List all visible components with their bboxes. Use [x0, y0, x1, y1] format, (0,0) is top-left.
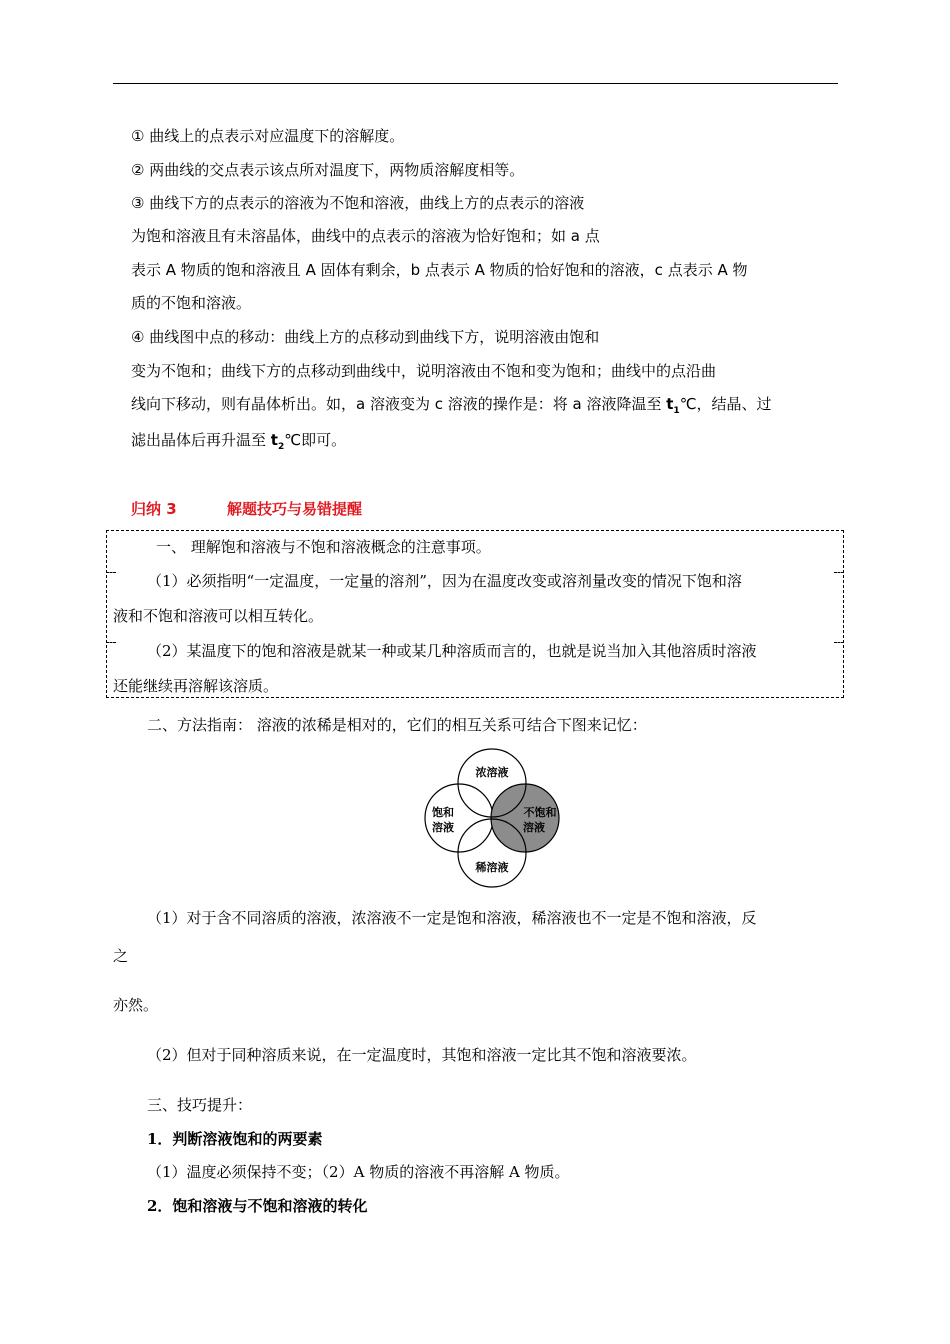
- paragraph-point-3-line-3: 表示 A 物质的饱和溶液且 A 固体有剩余，b 点表示 A 物质的恰好饱和的溶液，c 点表示 A 物: [131, 261, 748, 279]
- method-intro: 二、方法指南： 溶液的浓稀是相对的，它们的相互关系可结合下图来记忆：: [147, 716, 647, 734]
- paragraph-point-3-line-4: 质的不饱和溶液。: [131, 294, 252, 312]
- note-1-line-1: （1）对于含不同溶质的溶液，浓溶液不一定是饱和溶液，稀溶液也不一定是不饱和溶液，反: [147, 909, 757, 927]
- label-saturated-1: 饱和: [432, 806, 454, 819]
- label-dilute: 稀溶液: [475, 861, 509, 874]
- label-unsaturated-1: 不饱和: [523, 806, 557, 819]
- paragraph-point-4-line-2: 变为不饱和；曲线下方的点移动到曲线中，说明溶液由不饱和变为饱和；曲线中的点沿曲: [131, 362, 717, 380]
- paragraph-point-2: ② 两曲线的交点表示该点所对温度下，两物质溶解度相等。: [131, 161, 525, 179]
- paragraph-point-4-line-1: ④ 曲线图中点的移动：曲线上方的点移动到曲线下方，说明溶液由饱和: [131, 328, 600, 346]
- t-subscript: 1: [673, 406, 680, 416]
- note-2: （2）但对于同种溶质来说，在一定温度时，其饱和溶液一定比其不饱和溶液要浓。: [147, 1046, 697, 1064]
- box-divider: [834, 642, 844, 643]
- section-label: 归纳 3: [131, 500, 177, 518]
- box-item-1-line-1: （1）必须指明“一定温度，一定量的溶剂”，因为在温度改变或溶剂量改变的情况下饱和溶: [147, 572, 742, 590]
- paragraph-point-3-line-1: ③ 曲线下方的点表示的溶液为不饱和溶液，曲线上方的点表示的溶液: [131, 194, 585, 212]
- note-1-line-3: 亦然。: [113, 996, 159, 1014]
- line-text: 滤出晶体后再升温至: [131, 431, 271, 449]
- box-divider: [106, 642, 116, 643]
- section-title: 解题技巧与易错提醒: [227, 500, 363, 518]
- box-item-2-line-2: 还能继续再溶解该溶质。: [113, 677, 279, 695]
- box-item-1-line-2: 液和不饱和溶液可以相互转化。: [113, 607, 324, 625]
- skill-1-body: （1）温度必须保持不变；（2）A 物质的溶液不再溶解 A 物质。: [147, 1163, 570, 1181]
- circle-dilute: [458, 819, 526, 887]
- t-subscript: 2: [277, 442, 285, 452]
- skills-heading: 三、技巧提升：: [147, 1096, 253, 1114]
- solution-relationship-diagram: [416, 743, 566, 893]
- box-divider: [834, 572, 844, 573]
- box-item-2-line-1: （2）某温度下的饱和溶液是就某一种或某几种溶质而言的，也就是说当加入其他溶质时溶液: [147, 642, 757, 660]
- label-concentrated: 浓溶液: [475, 766, 509, 779]
- paragraph-point-1: ① 曲线上的点表示对应温度下的溶解度。: [131, 127, 405, 145]
- skill-1-title: 1．判断溶液饱和的两要素: [147, 1130, 323, 1148]
- paragraph-point-3-line-2: 为饱和溶液且有未溶晶体，曲线中的点表示的溶液为恰好饱和；如 a 点: [131, 227, 600, 245]
- box-heading: 一、 理解饱和溶液与不饱和溶液概念的注意事项。: [156, 538, 491, 556]
- paragraph-point-4-line-4: [131, 430, 346, 457]
- paragraph-point-4-line-3: [131, 394, 772, 421]
- temperature-t1: [666, 395, 680, 416]
- t-letter: t: [666, 395, 674, 413]
- header-rule: [113, 83, 838, 84]
- line-text-end: ℃即可。: [284, 431, 347, 449]
- note-1-line-2: 之: [113, 947, 129, 965]
- circle-concentrated: [458, 749, 526, 817]
- t-letter: t: [270, 431, 278, 449]
- box-divider: [106, 572, 116, 573]
- label-unsaturated-2: 溶液: [523, 821, 545, 834]
- label-saturated-2: 溶液: [432, 821, 454, 834]
- line-text: 线向下移动，则有晶体析出。如，a 溶液变为 c 溶液的操作是：将 a 溶液降温至: [131, 395, 667, 413]
- line-text-end: ℃，结晶、过: [679, 395, 772, 413]
- temperature-t2: [270, 431, 285, 452]
- skill-2-title: 2．饱和溶液与不饱和溶液的转化: [147, 1197, 368, 1215]
